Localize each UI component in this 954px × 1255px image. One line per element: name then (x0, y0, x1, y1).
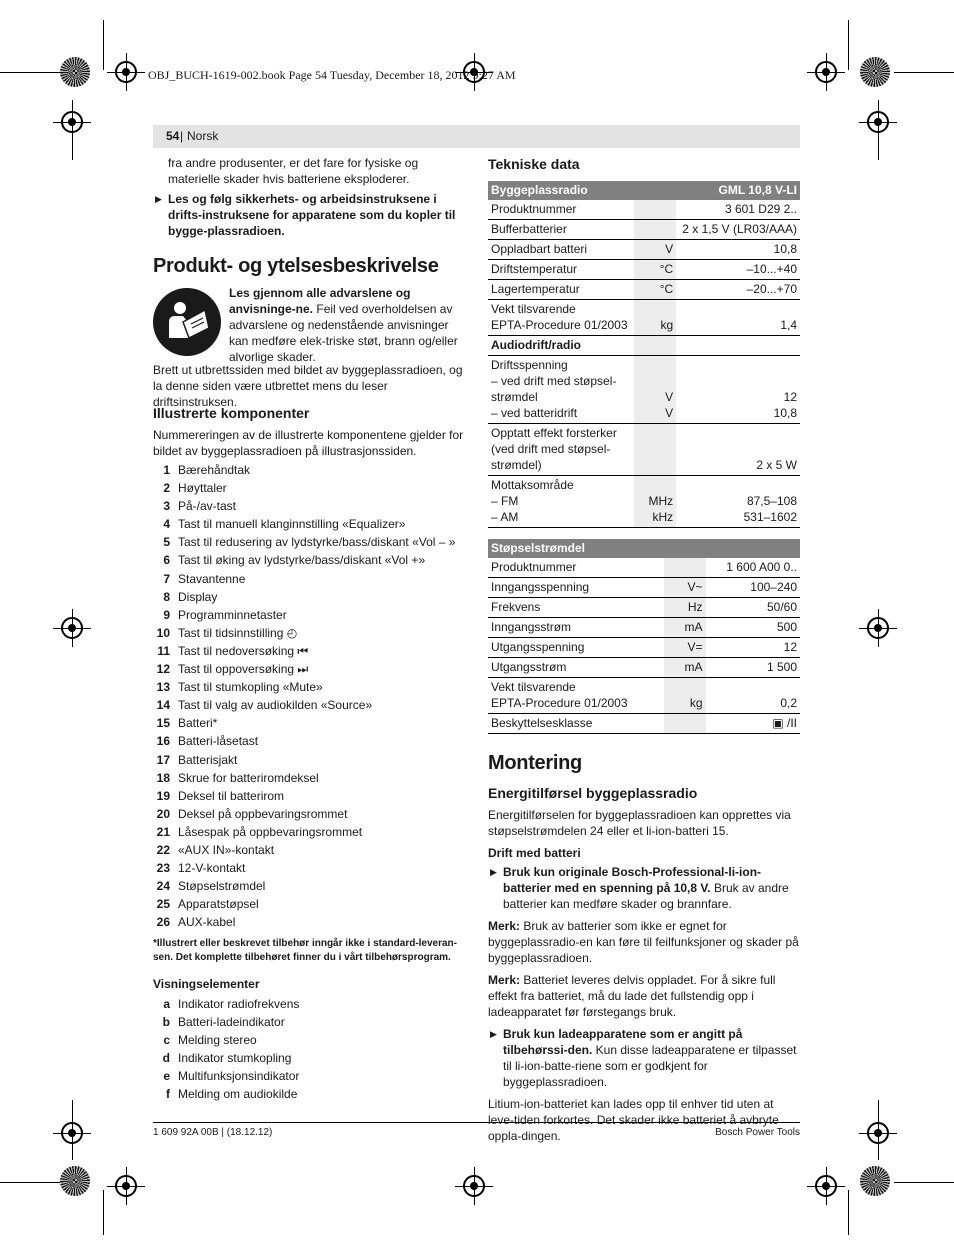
subheader-label: Audiodrift/radio (488, 336, 634, 356)
list-item-number: 23 (156, 861, 170, 876)
row-value: 1 500 (706, 658, 801, 678)
energy-text-wrap (488, 807, 800, 845)
display-list (153, 996, 464, 1105)
table-subheader (488, 336, 800, 356)
registration-mark (815, 61, 837, 83)
row-value: 3 601 D29 2.. (676, 200, 800, 220)
table-row (488, 598, 800, 618)
list-item (153, 571, 464, 589)
list-item-number: 10 (156, 625, 170, 640)
list-item (153, 625, 464, 643)
row-value: –20...+70 (676, 280, 800, 300)
row-unit: mA (664, 658, 706, 678)
header-separator: | (180, 129, 184, 143)
row-label: Vekt tilsvarende EPTA-Procedure 01/2003 (488, 300, 634, 336)
list-item (153, 860, 464, 878)
note1-text: Bruk av batterier som ikke er egnet for byggeplassradio-en kan føre til feilfunksjoner og skader på byggeplassradioen. (488, 919, 799, 965)
list-item-number: 16 (156, 734, 170, 749)
registration-mark (867, 617, 889, 639)
note1 (488, 918, 800, 966)
list-item-number: 6 (163, 553, 170, 568)
table-row (488, 220, 800, 240)
row-value: 100–240 (706, 578, 801, 598)
list-item-number: 21 (156, 824, 170, 839)
battery-title: Drift med batteri (488, 846, 581, 860)
table-row (488, 356, 800, 424)
row-value: 12 (706, 638, 801, 658)
energy-title: Energitilførsel byggeplassradio (488, 785, 698, 801)
row-unit (664, 558, 706, 578)
table-row (488, 618, 800, 638)
list-item (153, 661, 464, 679)
row-unit: kg (634, 300, 676, 336)
list-item-text: Stavantenne (178, 571, 246, 586)
row-unit (634, 220, 676, 240)
accessory-note: *Illustrert eller beskrevet tilbehør inngår ikke i standard-leveran-sen. Det komplette tilbehøret finner du i vårt tilbehørsprogram. (153, 938, 457, 963)
energy-text: Energitilførselen for byggeplassradioen kan opprettes via støpselstrømdelen 24 eller et li-ion-batteri 15. (488, 808, 791, 838)
list-item-number: 8 (163, 589, 170, 604)
row-value: 10,8 (676, 240, 800, 260)
row-value: 1 600 A00 0.. (706, 558, 801, 578)
table-header (488, 539, 800, 558)
row-label: Opptatt effekt forsterker (ved drift med støpsel- strømdel) (488, 424, 634, 476)
list-item (153, 697, 464, 715)
table-header-label: Byggeplassradio (488, 181, 676, 200)
footer-right: Bosch Power Tools (715, 1127, 800, 1138)
list-item-number: 20 (156, 806, 170, 821)
crop-mark (848, 1190, 849, 1235)
list-item-number: e (163, 1069, 170, 1084)
list-item-number: 5 (163, 535, 170, 550)
list-item-number: 14 (156, 698, 170, 713)
table-row (488, 280, 800, 300)
list-item-number: f (166, 1087, 170, 1102)
list-item-text: Tast til tidsinnstilling ◴ (178, 625, 298, 640)
list-item (153, 842, 464, 860)
subheader-value (676, 336, 800, 356)
section-title: Produkt- og ytelsesbeskrivelse (153, 255, 439, 277)
row-unit (634, 424, 676, 476)
display-title-wrap (153, 977, 260, 991)
list-item (153, 914, 464, 932)
list-item-number: b (162, 1015, 170, 1030)
display-title: Visningselementer (153, 977, 260, 991)
row-value: ▣ /II (706, 714, 801, 734)
list-item (153, 806, 464, 824)
energy-title-wrap (488, 785, 697, 801)
list-item-text: 12-V-kontakt (178, 861, 246, 876)
list-item-text: Tast til nedoversøking ⏮ (178, 643, 309, 658)
running-header (153, 125, 800, 148)
table-row (488, 260, 800, 280)
list-item (153, 679, 464, 697)
list-item-text: Programminnetaster (178, 607, 287, 622)
components-intro-wrap (153, 427, 464, 465)
tech-title: Tekniske data (488, 156, 580, 172)
row-label: Utgangsstrøm (488, 658, 664, 678)
row-value: 2 x 5 W (676, 424, 800, 476)
list-item-number: 17 (156, 752, 170, 767)
battery-bullet-wrap (488, 864, 800, 1150)
table-header-model: GML 10,8 V-LI (676, 181, 800, 200)
list-item-text: Bærehåndtak (178, 463, 251, 477)
row-label: Lagertemperatur (488, 280, 634, 300)
crop-mark (848, 20, 849, 70)
row-unit: V~ (664, 578, 706, 598)
table-row (488, 638, 800, 658)
left-column (168, 155, 464, 193)
crop-mark (0, 1182, 60, 1183)
row-unit: mA (664, 618, 706, 638)
list-item-text: På-/av-tast (178, 499, 237, 514)
list-item-number: d (162, 1051, 170, 1066)
list-item-number: 1 (163, 463, 170, 477)
footer-rule (153, 1122, 800, 1123)
table-row (488, 476, 800, 528)
table-row (488, 300, 800, 336)
display-list-wrap (153, 996, 464, 1105)
note2-label: Merk: (488, 973, 521, 987)
row-unit: V (634, 240, 676, 260)
spec-table-power-supply (488, 539, 800, 734)
intro-text: fra andre produsenter, er det fare for fysiske og materielle skader hvis batteriene eksploderer. (168, 156, 419, 186)
row-label: Frekvens (488, 598, 664, 618)
list-item-text: Deksel på oppbevaringsrommet (178, 806, 348, 821)
table-row (488, 678, 800, 714)
list-item-text: Tast til manuell klanginnstilling «Equalizer» (178, 517, 406, 532)
row-label: Produktnummer (488, 558, 664, 578)
table-row (488, 714, 800, 734)
list-item-text: Batterisjakt (178, 752, 238, 767)
charger-bold: Bruk kun ladeapparatene som er angitt på tilbehørssi-den. (503, 1027, 743, 1057)
tech-title-wrap (488, 156, 580, 172)
list-item-number: 2 (163, 481, 170, 496)
subheader-unit (634, 336, 676, 356)
safety-bullet-wrap (153, 191, 464, 245)
registration-mark (61, 111, 83, 133)
warning-text: Feil ved overholdelsen av advarslene og nedenstående anvisninger kan medføre elek-triske støt, brann og/eller alvorlige skader. (229, 302, 458, 364)
list-item-number: 7 (163, 571, 170, 586)
list-item-text: Melding stereo (178, 1033, 257, 1048)
list-item (153, 770, 464, 788)
list-item (153, 733, 464, 751)
table1-wrap (488, 181, 800, 528)
unfold-text: Brett ut utbrettssiden med bildet av byggeplassradioen, og la denne siden være utbrettet mens du leser driftsinstruksen. (153, 363, 463, 409)
row-unit: MHz kHz (634, 476, 676, 528)
row-label: Vekt tilsvarende EPTA-Procedure 01/2003 (488, 678, 664, 714)
registration-mark (61, 617, 83, 639)
file-info: OBJ_BUCH-1619-002.book Page 54 Tuesday, December 18, 2012 9:27 AM (148, 68, 516, 82)
row-label: Driftstemperatur (488, 260, 634, 280)
row-label: Driftsspenning – ved drift med støpsel- strømdel – ved batteridrift (488, 356, 634, 424)
row-value: 0,2 (706, 678, 801, 714)
row-value: –10...+40 (676, 260, 800, 280)
row-unit: °C (634, 280, 676, 300)
mount-title: Montering (488, 752, 582, 774)
list-item-number: 15 (156, 716, 170, 731)
list-item (153, 1068, 464, 1086)
table-row (488, 240, 800, 260)
list-item-number: 11 (157, 643, 170, 658)
list-item (153, 589, 464, 607)
list-item-text: Tast til redusering av lydstyrke/bass/diskant «Vol – » (178, 535, 456, 550)
read-manual-icon (153, 288, 221, 356)
list-item-text: «AUX IN»-kontakt (178, 842, 275, 857)
table-row (488, 578, 800, 598)
list-item (153, 996, 464, 1014)
list-item-text: Låsespak på oppbevaringsrommet (178, 824, 363, 839)
list-item-text: Batteri* (178, 716, 218, 731)
list-item-text: Indikator stumkopling (178, 1051, 292, 1066)
table-row (488, 424, 800, 476)
registration-rosette (60, 57, 90, 87)
safety-bullet (153, 191, 464, 239)
header-language: Norsk (187, 129, 219, 143)
list-item-number: 26 (156, 915, 170, 930)
row-label: Utgangsspenning (488, 638, 664, 658)
note2-text: Batteriet leveres delvis oppladet. For å sikre full effekt fra batteriet, må du lade det fullstendig opp i ladeapparatet før førstegangs bruk. (488, 973, 776, 1019)
battery-bullet (488, 864, 800, 912)
registration-rosette (860, 57, 890, 87)
list-item-text: Tast til øking av lydstyrke/bass/diskant «Vol +» (178, 553, 426, 568)
registration-mark (115, 61, 137, 83)
list-item-text: Tast til stumkopling «Mute» (178, 680, 323, 695)
list-item (153, 480, 464, 498)
list-item-number: c (163, 1033, 170, 1048)
row-label: Mottaksområde – FM – AM (488, 476, 634, 528)
list-item (153, 1086, 464, 1104)
note2 (488, 972, 800, 1020)
list-item (153, 552, 464, 570)
list-item (153, 1014, 464, 1032)
table-header (488, 181, 800, 200)
list-item-text: Batteri-ladeindikator (178, 1015, 285, 1030)
footer-left: 1 609 92A 00B | (18.12.12) (153, 1127, 273, 1138)
list-item (153, 498, 464, 516)
charger-bullet (488, 1026, 800, 1090)
table-row (488, 558, 800, 578)
crop-mark (894, 1182, 954, 1183)
list-item (153, 516, 464, 534)
list-item (153, 752, 464, 770)
list-item (153, 715, 464, 733)
list-item-text: Støpselstrømdel (178, 879, 266, 894)
components-list (153, 462, 464, 932)
registration-mark (115, 1175, 137, 1197)
crop-mark (103, 1190, 104, 1235)
list-item-number: 25 (156, 897, 170, 912)
safety-bullet-text: Les og følg sikkerhets- og arbeidsinstruksene i drifts-instruksene for apparatene som du kopler til bygge-plassradioen. (168, 192, 456, 238)
row-value: 1,4 (676, 300, 800, 336)
list-item-number: 9 (163, 607, 170, 622)
registration-mark (815, 1175, 837, 1197)
list-item-number: 24 (156, 879, 170, 894)
list-item (153, 824, 464, 842)
list-item (153, 1032, 464, 1050)
list-item-text: Multifunksjonsindikator (178, 1069, 300, 1084)
row-value: 12 10,8 (676, 356, 800, 424)
row-label: Inngangsspenning (488, 578, 664, 598)
row-unit (664, 714, 706, 734)
list-item-number: 4 (163, 517, 170, 532)
components-title: Illustrerte komponenter (153, 405, 310, 421)
section-title-wrap (153, 255, 439, 278)
list-item (153, 896, 464, 914)
battery-title-wrap (488, 846, 581, 860)
crop-mark (103, 20, 104, 70)
list-item-text: Melding om audiokilde (178, 1087, 298, 1102)
list-item-text: Apparatstøpsel (178, 897, 259, 912)
row-unit: Hz (664, 598, 706, 618)
row-label: Beskyttelsesklasse (488, 714, 664, 734)
list-item (153, 788, 464, 806)
row-label: Bufferbatterier (488, 220, 634, 240)
list-item-number: a (163, 997, 170, 1011)
list-item-number: 19 (156, 788, 170, 803)
row-value: 50/60 (706, 598, 801, 618)
registration-mark (463, 1175, 485, 1197)
crop-mark (894, 72, 954, 73)
components-list-wrap (153, 462, 464, 932)
liion-text: Litium-ion-batteriet kan lades opp til enhver tid uten at leve-tiden forkortes. Det skader ikke batteriet å avbryte oppla-dingen. (488, 1097, 779, 1143)
list-item-text: Indikator radiofrekvens (178, 997, 300, 1011)
list-item-text: Display (178, 589, 218, 604)
row-unit: V= (664, 638, 706, 658)
list-item (153, 878, 464, 896)
row-label: Oppladbart batteri (488, 240, 634, 260)
list-item-text: Tast til oppoversøking ⏭ (178, 662, 309, 677)
registration-mark (61, 1122, 83, 1144)
list-item-text: Deksel til batterirom (178, 788, 285, 803)
list-item-text: AUX-kabel (178, 915, 236, 930)
list-item-number: 12 (156, 662, 170, 677)
warning-block (229, 285, 465, 371)
row-value: 500 (706, 618, 801, 638)
list-item-text: Batteri-låsetast (178, 734, 259, 749)
row-label: Produktnummer (488, 200, 634, 220)
list-item-text: Tast til valg av audiokilden «Source» (178, 698, 373, 713)
mount-title-wrap (488, 752, 582, 775)
list-item (153, 607, 464, 625)
accessory-note-wrap (153, 937, 464, 965)
table-header-label: Støpselstrømdel (488, 539, 706, 558)
battery-bullet-bold: Bruk kun originale Bosch-Professional-li-ion-batterier med en spenning på 10,8 V. (503, 865, 762, 895)
list-item (153, 643, 464, 661)
list-item (153, 462, 464, 480)
components-title-wrap (153, 405, 309, 421)
list-item-number: 18 (156, 770, 170, 785)
list-item (153, 534, 464, 552)
registration-rosette (60, 1166, 90, 1196)
battery-bullet-text: Bruk av andre batterier kan medføre skader og brannfare. (503, 881, 789, 911)
row-label: Inngangsstrøm (488, 618, 664, 638)
note1-label: Merk: (488, 919, 521, 933)
list-item-number: 3 (163, 499, 170, 514)
registration-mark (867, 111, 889, 133)
list-item (153, 1050, 464, 1068)
components-intro: Nummereringen av de illustrerte komponentene gjelder for bildet av byggeplassradioen på illustrasjonssiden. (153, 428, 464, 458)
row-unit: kg (664, 678, 706, 714)
list-item-text: Skrue for batteriromdeksel (178, 770, 319, 785)
spec-table-radio (488, 181, 800, 528)
row-value: 87,5–108 531–1602 (676, 476, 800, 528)
warning-bold: Les gjennom alle advarslene og anvisninge-ne. (229, 286, 411, 316)
row-value: 2 x 1,5 V (LR03/AAA) (676, 220, 800, 240)
registration-mark (867, 1122, 889, 1144)
table-row (488, 200, 800, 220)
table-header-model (706, 539, 801, 558)
list-item-number: 22 (156, 842, 170, 857)
crop-mark (0, 72, 60, 73)
row-unit: V V (634, 356, 676, 424)
row-unit: °C (634, 260, 676, 280)
list-item-number: 13 (156, 680, 170, 695)
table2-wrap (488, 539, 800, 734)
table-row (488, 658, 800, 678)
registration-rosette (860, 1166, 890, 1196)
row-unit (634, 200, 676, 220)
charger-text: Kun disse ladeapparatene er tilpasset til li-ion-batte-riene som er godkjent for byggeplassradioen. (503, 1043, 797, 1089)
list-item-text: Høyttaler (178, 481, 227, 496)
page-number: 54 (166, 129, 180, 143)
